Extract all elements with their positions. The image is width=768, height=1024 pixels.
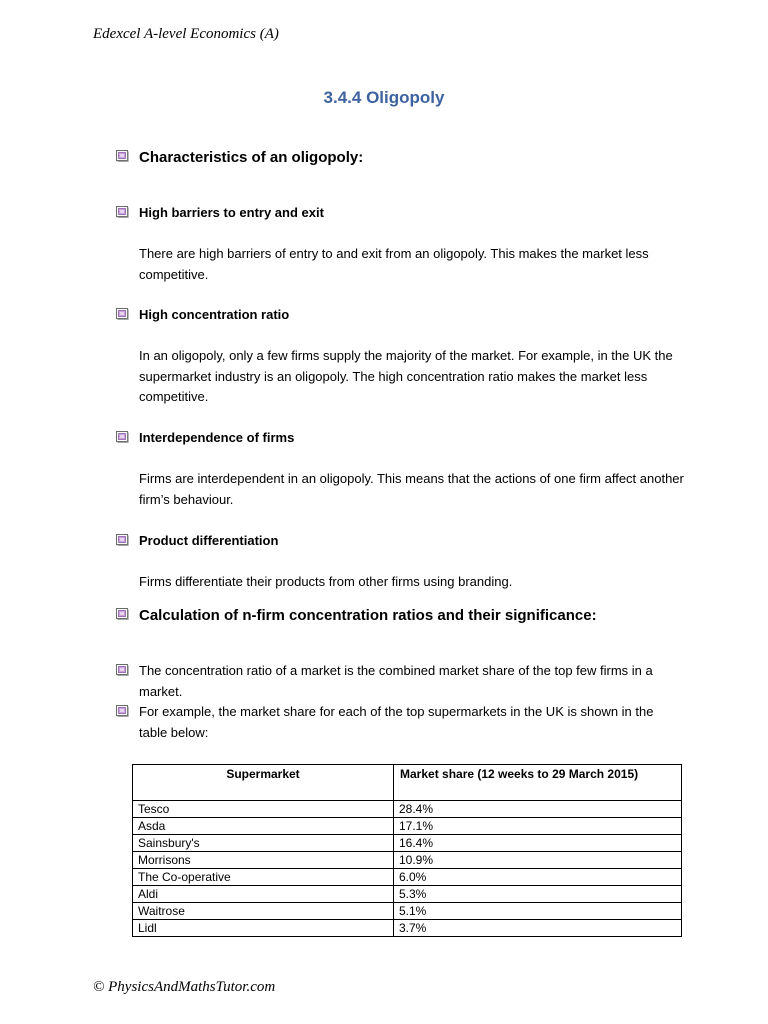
table-row xyxy=(133,886,682,903)
table-cell-share: 6.0% xyxy=(394,869,682,886)
concentration-heading: High concentration ratio xyxy=(139,307,290,322)
framed-picture-bullet-icon xyxy=(116,705,129,717)
framed-picture-bullet-icon xyxy=(116,431,129,443)
table-row xyxy=(133,903,682,920)
calculation-bullet-2: For example, the market share for each of the top supermarkets in the UK is shown in the table below: xyxy=(139,704,654,740)
interdependence-heading: Interdependence of firms xyxy=(139,430,295,445)
table-header-row xyxy=(133,765,682,801)
framed-picture-bullet-icon xyxy=(116,608,129,620)
framed-picture-bullet-icon xyxy=(116,534,129,546)
table-row xyxy=(133,869,682,886)
table-cell-supermarket: Aldi xyxy=(133,886,394,903)
table-header-supermarket: Supermarket xyxy=(133,765,394,801)
table-row xyxy=(133,835,682,852)
barriers-paragraph: There are high barriers of entry to and exit from an oligopoly. This makes the market less competitive. xyxy=(139,246,649,282)
table-cell-share: 28.4% xyxy=(394,801,682,818)
table-cell-share: 5.1% xyxy=(394,903,682,920)
table-cell-supermarket: Sainsbury's xyxy=(133,835,394,852)
calculation-heading: Calculation of n-firm concentration ratios and their significance: xyxy=(139,607,597,624)
interdependence-paragraph: Firms are interdependent in an oligopoly. This means that the actions of one firm affect another firm’s behaviour. xyxy=(139,471,684,507)
table-row xyxy=(133,818,682,835)
framed-picture-bullet-icon xyxy=(116,206,129,218)
table-cell-supermarket: The Co-operative xyxy=(133,869,394,886)
market-share-table xyxy=(132,764,682,937)
table-cell-supermarket: Tesco xyxy=(133,801,394,818)
framed-picture-bullet-icon xyxy=(116,308,129,320)
table-cell-share: 16.4% xyxy=(394,835,682,852)
table-cell-share: 10.9% xyxy=(394,852,682,869)
framed-picture-bullet-icon xyxy=(116,150,129,162)
table-cell-share: 17.1% xyxy=(394,818,682,835)
framed-picture-bullet-icon xyxy=(116,664,129,676)
characteristics-heading: Characteristics of an oligopoly: xyxy=(139,149,364,166)
page-title: 3.4.4 Oligopoly xyxy=(323,88,445,107)
page-footer: © PhysicsAndMathsTutor.com xyxy=(93,979,276,995)
concentration-paragraph: In an oligopoly, only a few firms supply the majority of the market. For example, in the UK the supermarket industry is an oligopoly. The high concentration ratio makes the market less competitive. xyxy=(139,348,673,404)
differentiation-heading: Product differentiation xyxy=(139,533,279,548)
calculation-bullet-1: The concentration ratio of a market is the combined market share of the top few firms in a market. xyxy=(139,663,653,699)
table-cell-share: 5.3% xyxy=(394,886,682,903)
differentiation-paragraph: Firms differentiate their products from other firms using branding. xyxy=(139,574,513,589)
table-row xyxy=(133,920,682,937)
page-header: Edexcel A-level Economics (A) xyxy=(93,26,279,42)
table-cell-share: 3.7% xyxy=(394,920,682,937)
table-cell-supermarket: Asda xyxy=(133,818,394,835)
table-row xyxy=(133,801,682,818)
table-cell-supermarket: Morrisons xyxy=(133,852,394,869)
table-row xyxy=(133,852,682,869)
table-cell-supermarket: Waitrose xyxy=(133,903,394,920)
barriers-heading: High barriers to entry and exit xyxy=(139,205,324,220)
table-cell-supermarket: Lidl xyxy=(133,920,394,937)
table-header-market-share: Market share (12 weeks to 29 March 2015) xyxy=(394,765,682,801)
